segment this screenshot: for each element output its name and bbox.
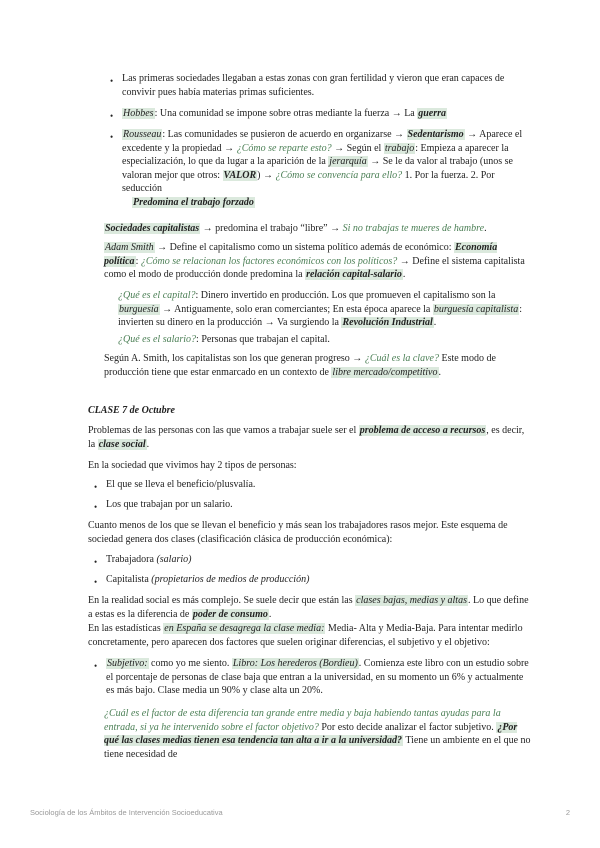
bullet: • bbox=[94, 577, 98, 587]
text: 1. Por la fuerza. 2. Por seducción bbox=[122, 169, 495, 195]
text: Las primeras sociedades llegaban a estas zonas con gran fertilidad y vieron que eran capaces de convivir pues había materias primas suficientes. bbox=[122, 73, 505, 98]
section-heading: CLASE 7 de Octubre bbox=[88, 405, 175, 416]
text: . bbox=[146, 438, 150, 450]
paragraph-problemas bbox=[88, 424, 532, 451]
list-item-salario: Los que trabajan por un salario. bbox=[106, 499, 233, 510]
bullet: • bbox=[110, 132, 114, 142]
paragraph-segun-smith bbox=[104, 352, 532, 379]
text: , es decir, la bbox=[88, 425, 525, 450]
paragraph-salario bbox=[118, 333, 532, 347]
text: . bbox=[268, 608, 272, 620]
term-clase-media: en España se desagrega la clase media: bbox=[164, 623, 325, 634]
book-reference: Libro: Los herederos (Bordieu) bbox=[232, 658, 358, 669]
author-adam-smith: Adam Smith bbox=[105, 242, 154, 253]
paragraph-hobbes bbox=[122, 107, 532, 121]
bullet: • bbox=[94, 557, 98, 567]
text: (propietarios de medios de producción) bbox=[151, 574, 310, 585]
paragraph-realidad-social bbox=[88, 594, 532, 621]
term-subjetivo: Subjetivo: bbox=[107, 658, 148, 669]
term-economia-politica: Economía política bbox=[104, 242, 498, 267]
text: . bbox=[402, 269, 406, 281]
list-item-beneficio: El que se lleva el beneficio/plusvalía. bbox=[106, 479, 256, 490]
text: → predomina el trabajo “libre” → bbox=[200, 223, 343, 234]
text: → Aparece el excedente y la propiedad → bbox=[122, 129, 523, 154]
list-item-subjetivo bbox=[106, 657, 532, 698]
list-item-trabajadora bbox=[106, 553, 526, 567]
text: : Las comunidades se pusieron de acuerdo en organizarse → bbox=[162, 129, 407, 140]
term-valor: VALOR bbox=[223, 169, 257, 181]
text: : Personas que trabajan el capital. bbox=[196, 334, 330, 345]
text: En las estadísticas bbox=[88, 623, 164, 634]
term-sociedades-capitalistas: Sociedades capitalistas bbox=[105, 223, 200, 234]
term-burguesia: burguesía bbox=[119, 303, 159, 315]
text: . Comienza este libro con un estudio sobre el porcentaje de personas de clase baja que entran a la universidad, en su momento un 6% y actualmente es más bajo. Clase media un 90% y clase alta un 20%. bbox=[106, 658, 529, 697]
text: → Define el sistema capitalista como el modo de producción donde predomina la bbox=[104, 255, 525, 281]
text: Por esto decide analizar el factor subjetivo. bbox=[318, 721, 497, 733]
bullet: • bbox=[110, 111, 114, 121]
term-libre-mercado: libre mercado/competitivo bbox=[332, 366, 438, 378]
footer-title: Sociología de los Ámbitos de Intervención Socioeducativa bbox=[30, 808, 223, 817]
paragraph-cuanto-menos: Cuanto menos de los que se llevan el beneficio y más sean los trabajadores rasos mejor. Este esquema de sociedad genera dos clases (clasificación clásica de producción económica): bbox=[88, 520, 508, 545]
paragraph-primeras-sociedades bbox=[122, 72, 532, 99]
bullet: • bbox=[94, 502, 98, 512]
paragraph-factor bbox=[104, 707, 532, 761]
term-revolucion-industrial: Revolución Industrial bbox=[342, 317, 433, 329]
text: : Empieza a aparecer la especialización, lo que da lugar a la aparición de la bbox=[122, 142, 509, 168]
text: → Define el capitalismo como un sistema político además de económico: bbox=[154, 242, 454, 253]
paragraph-rousseau bbox=[122, 128, 532, 210]
question: ¿Cómo se relacionan los factores económicos con los políticos? bbox=[140, 255, 398, 267]
term-burguesia-capitalista: burguesía capitalista bbox=[433, 303, 519, 315]
text: como yo me siento. bbox=[148, 658, 232, 669]
author-rousseau: Rousseau bbox=[123, 129, 162, 140]
text: : invierten su dinero en la producción → Va surgiendo la bbox=[118, 303, 522, 329]
question: ¿Cómo se reparte esto? bbox=[236, 142, 332, 154]
text: Media- Alta y Media-Baja. Para intentar medirlo concretamente, pero aparecen dos factores que suelen originar diferencias, el subjetivo y el objetivo: bbox=[88, 623, 523, 648]
text: Problemas de las personas con las que vamos a trabajar suele ser el bbox=[88, 425, 359, 436]
text: Trabajadora bbox=[106, 554, 157, 565]
paragraph-adam-smith bbox=[104, 241, 532, 282]
text: → Según el bbox=[331, 142, 384, 154]
text: : bbox=[135, 255, 141, 267]
question: ¿Qué es el capital? bbox=[118, 290, 196, 301]
term-trabajo: trabajo bbox=[384, 142, 415, 154]
term-sedentarismo: Sedentarismo bbox=[407, 129, 464, 140]
term-guerra: guerra bbox=[418, 108, 447, 119]
text: . bbox=[484, 223, 487, 234]
bullet: • bbox=[110, 76, 114, 86]
text: . bbox=[433, 317, 437, 329]
term-poder-consumo: poder de consumo bbox=[192, 608, 268, 620]
question: ¿Cuál es el factor de esta diferencia tan grande entre media y baja habiendo tantas ayudas para la entrada, si ya he intervenido sobre el factor objetivo? bbox=[104, 708, 501, 733]
text: Este modo de producción tiene que estar enmarcado en un contexto de bbox=[104, 353, 496, 378]
paragraph-estadisticas bbox=[88, 622, 532, 649]
text: Tiene un ambiente en el que no tiene necesidad de bbox=[104, 735, 531, 760]
bullet: • bbox=[94, 482, 98, 492]
paragraph-capital bbox=[118, 289, 532, 330]
text: . Lo que define a estas es la diferencia de bbox=[88, 595, 529, 620]
list-item-capitalista bbox=[106, 573, 526, 587]
text: ) → bbox=[257, 169, 276, 181]
text: : Una comunidad se impone sobre otras mediante la fuerza → La bbox=[154, 108, 418, 119]
text: → Antiguamente, solo eran comerciantes; En esta época aparece la bbox=[159, 303, 433, 315]
text: Capitalista bbox=[106, 574, 152, 585]
question-highlight: ¿Por qué las clases medias tienen esa tendencia tan alta a ir a la universidad? bbox=[104, 721, 518, 747]
paragraph-tipos-personas: En la sociedad que vivimos hay 2 tipos de personas: bbox=[88, 460, 297, 471]
term-acceso-recursos: problema de acceso a recursos bbox=[359, 425, 486, 436]
term-clase-social: clase social bbox=[98, 438, 146, 450]
question: ¿Qué es el salario? bbox=[118, 334, 197, 345]
text: En la realidad social es más complejo. Se suele decir que están las bbox=[88, 595, 356, 606]
term-trabajo-forzado: Predomina el trabajo forzado bbox=[133, 196, 254, 208]
question: ¿Cuál es la clave? bbox=[364, 353, 439, 364]
text: (salario) bbox=[156, 554, 192, 565]
bullet: • bbox=[94, 661, 98, 671]
term-relacion-capital-salario: relación capital-salario bbox=[306, 269, 402, 281]
text: Según A. Smith, los capitalistas son los que generan progreso → bbox=[104, 353, 365, 364]
text: → Se le da valor al trabajo (unos se valoran mejor que otros: bbox=[122, 156, 513, 181]
term-jerarquia: jerarquía bbox=[329, 156, 367, 168]
question: ¿Cómo se convencía para ello? bbox=[275, 169, 403, 181]
text: . bbox=[438, 366, 441, 378]
quote: Si no trabajas te mueres de hambre bbox=[342, 223, 485, 234]
page-number: 2 bbox=[565, 808, 570, 817]
author-hobbes: Hobbes bbox=[123, 108, 154, 119]
text: : Dinero invertido en producción. Los que promueven el capitalismo son la bbox=[195, 290, 496, 301]
term-clases: clases bajas, medias y altas bbox=[356, 595, 467, 606]
paragraph-sociedades-capitalistas bbox=[104, 222, 532, 236]
